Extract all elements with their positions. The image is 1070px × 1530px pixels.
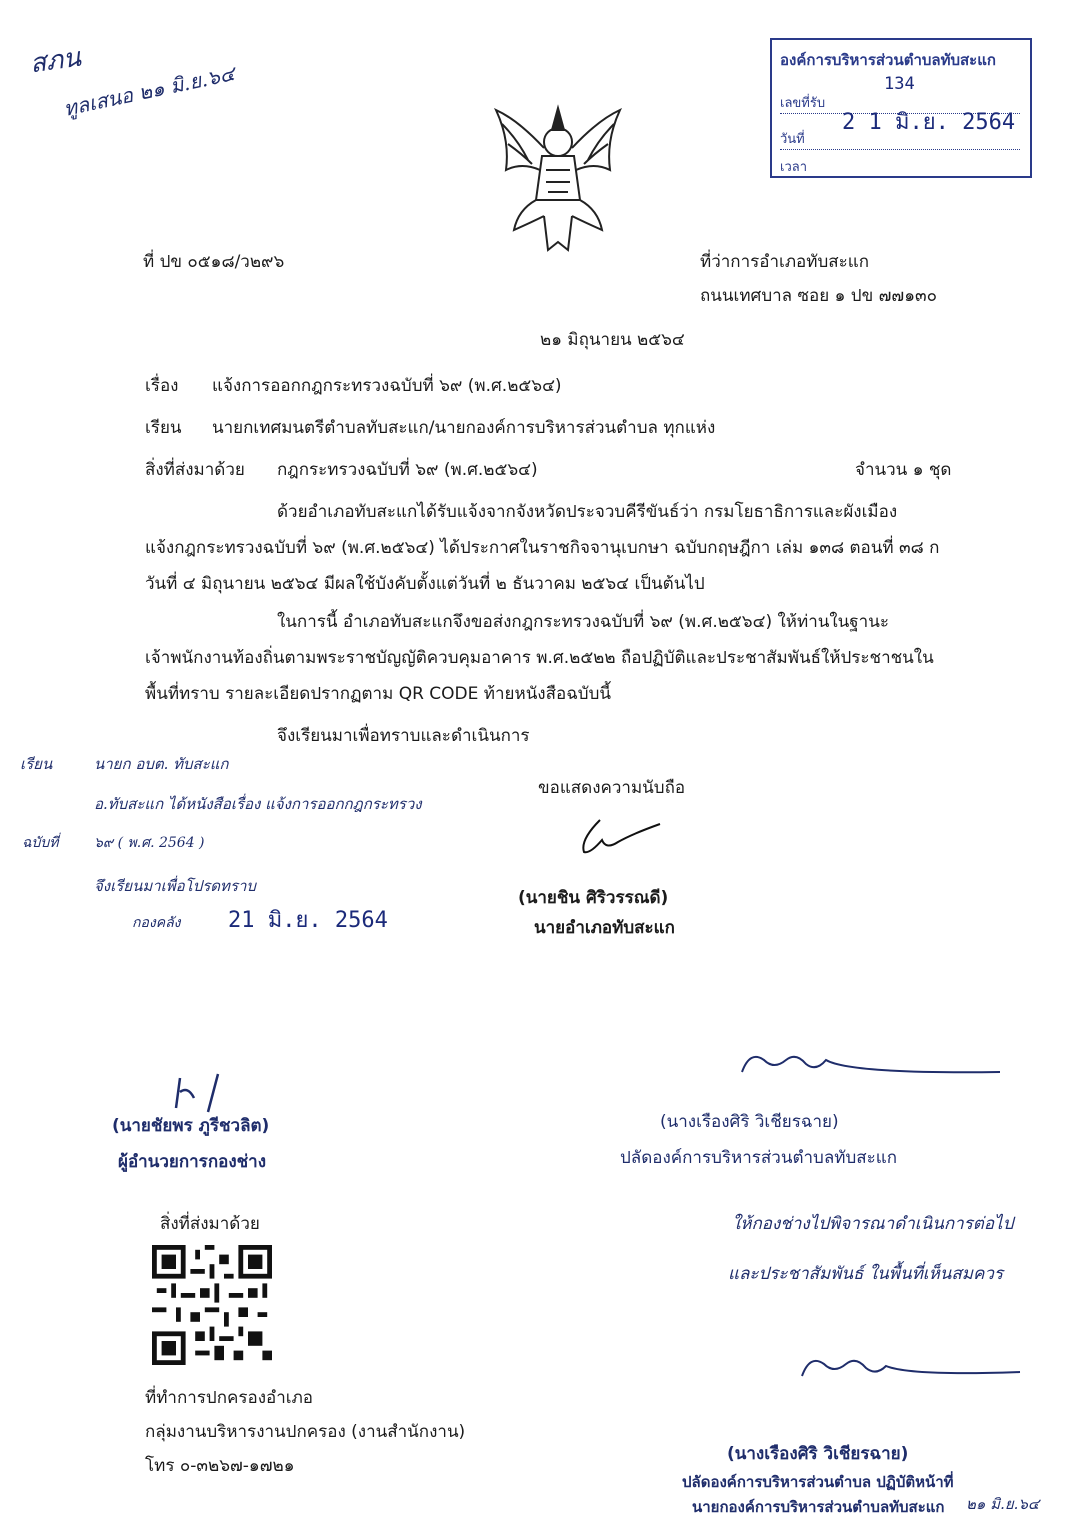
to-text: นายกเทศมนตรีตำบลทับสะแก/นายกองค์การบริหารส่วนตำบล ทุกแห่ง — [212, 418, 716, 438]
footer-dept-2: กลุ่มงานบริหารงานปกครอง (งานสำนักงาน) — [145, 1422, 466, 1442]
handwritten-note-2: นายก อบต. ทับสะแก — [94, 755, 229, 773]
qr-code — [152, 1245, 272, 1365]
handwritten-note-1: เรียน — [20, 755, 53, 773]
deputy-title: ปลัดองค์การบริหารส่วนตำบลทับสะแก — [620, 1148, 897, 1168]
handwritten-note-5: ๖๙ ( พ.ศ. 2564 ) — [94, 835, 205, 851]
para1-line3: วันที่ ๔ มิถุนายน ๒๕๖๔ มีผลใช้บังคับตั้งแต่วันที่ ๒ ธันวาคม ๒๕๖๔ เป็นต้นไป — [145, 574, 705, 594]
signer-name: (นายชิน ศิริวรรณดี) — [518, 888, 669, 908]
letter-date: ๒๑ มิถุนายน ๒๕๖๔ — [540, 330, 685, 350]
engineer-name: (นายชัยพร ภูรีชวลิต) — [112, 1116, 270, 1136]
handwritten-note-top: ทูลเสนอ ๒๑ มิ.ย.๖๔ — [61, 61, 237, 121]
handwritten-initials: สภน — [28, 42, 83, 80]
attachment-text: กฎกระทรวงฉบับที่ ๖๙ (พ.ศ.๒๕๖๔) — [277, 460, 538, 480]
attachment-label: สิ่งที่ส่งมาด้วย — [145, 460, 245, 480]
stamp-title: องค์การบริหารส่วนตำบลทับสะแก — [780, 51, 996, 69]
signer-title: นายอำเภอทับสะแก — [534, 918, 675, 938]
attachment-quantity: จำนวน ๑ ชุด — [855, 460, 952, 480]
deputy-signature — [730, 1020, 1010, 1090]
reference-number: ที่ ปข ๐๕๑๘/ว๒๙๖ — [143, 252, 285, 272]
office-name: ที่ว่าการอำเภอทับสะแก — [700, 252, 870, 272]
stamp-date-row: วันที่ — [780, 128, 1020, 150]
para1-line1: ด้วยอำเภอทับสะแกได้รับแจ้งจากจังหวัดประจวบคีรีขันธ์ว่า กรมโยธาธิการและผังเมือง — [277, 502, 898, 522]
subject-label: เรื่อง — [145, 376, 179, 396]
deputy-name: (นางเรืองศิริ วิเชียรฉาย) — [660, 1112, 839, 1132]
stamp-date-value: 2 1 มิ.ย. 2564 — [842, 110, 1016, 135]
district-chief-signature — [570, 810, 670, 860]
regards-line: ขอแสดงความนับถือ — [538, 778, 686, 798]
garuda-emblem — [488, 100, 628, 260]
handwritten-note-7: กองคลัง — [132, 915, 181, 931]
para2-line3: พื้นที่ทราบ รายละเอียดปรากฏตาม QR CODE ท้ายหนังสือฉบับนี้ — [145, 684, 611, 704]
deputy-handwritten-note-1: ให้กองช่างไปพิจารณาดำเนินการต่อไป — [732, 1214, 1014, 1234]
stamp-receipt-row: เลขที่รับ — [780, 92, 1020, 114]
footer-attachment-label: สิ่งที่ส่งมาด้วย — [160, 1214, 260, 1234]
final-name: (นางเรืองศิริ วิเชียรฉาย) — [727, 1444, 909, 1464]
receipt-stamp — [770, 38, 1032, 178]
para2-line1: ในการนี้ อำเภอทับสะแกจึงขอส่งกฎกระทรวงฉบับที่ ๖๙ (พ.ศ.๒๕๖๔) ให้ท่านในฐานะ — [277, 612, 889, 632]
office-address: ถนนเทศบาล ซอย ๑ ปข ๗๗๑๓๐ — [700, 286, 937, 306]
stamp-time-row: เวลา — [780, 156, 1020, 178]
stamped-date: 21 มิ.ย. 2564 — [228, 908, 388, 933]
handwritten-note-6: จึงเรียนมาเพื่อโปรดทราบ — [94, 877, 256, 895]
handwritten-note-4: ฉบับที่ — [22, 835, 59, 851]
final-title-1: ปลัดองค์การบริหารส่วนตำบล ปฏิบัติหน้าที่ — [682, 1473, 954, 1491]
subject-text: แจ้งการออกกฎกระทรวงฉบับที่ ๖๙ (พ.ศ.๒๕๖๔) — [212, 376, 562, 396]
closing-line: จึงเรียนมาเพื่อทราบและดำเนินการ — [277, 726, 530, 746]
para2-line2: เจ้าพนักงานท้องถิ่นตามพระราชบัญญัติควบคุมอาคาร พ.ศ.๒๕๒๒ ถือปฏิบัติและประชาสัมพันธ์ให้ประชาชนใน — [145, 648, 934, 668]
final-signature — [790, 1330, 1030, 1390]
engineer-signature — [168, 1068, 258, 1118]
final-title-2: นายกองค์การบริหารส่วนตำบลทับสะแก — [692, 1498, 945, 1516]
footer-dept-1: ที่ทำการปกครองอำเภอ — [145, 1388, 314, 1408]
para1-line2: แจ้งกฎกระทรวงฉบับที่ ๖๙ (พ.ศ.๒๕๖๔) ได้ประกาศในราชกิจจานุเบกษา ฉบับกฤษฎีกา เล่ม ๑๓๘ ตอนที่ ๓๘ ก — [145, 538, 940, 558]
engineer-title: ผู้อำนวยการกองช่าง — [118, 1152, 267, 1172]
stamp-receipt-no: 134 — [884, 74, 915, 94]
deputy-handwritten-note-2: และประชาสัมพันธ์ ในพื้นที่เห็นสมควร — [728, 1264, 1004, 1284]
handwritten-note-3: อ.ทับสะแก ได้หนังสือเรื่อง แจ้งการออกกฎกระทรวง — [94, 795, 422, 813]
to-label: เรียน — [145, 418, 182, 438]
footer-phone: โทร ๐-๓๒๖๗-๑๗๒๑ — [145, 1456, 295, 1476]
bottom-handwritten-date: ๒๑ มิ.ย.๖๔ — [966, 1495, 1040, 1513]
